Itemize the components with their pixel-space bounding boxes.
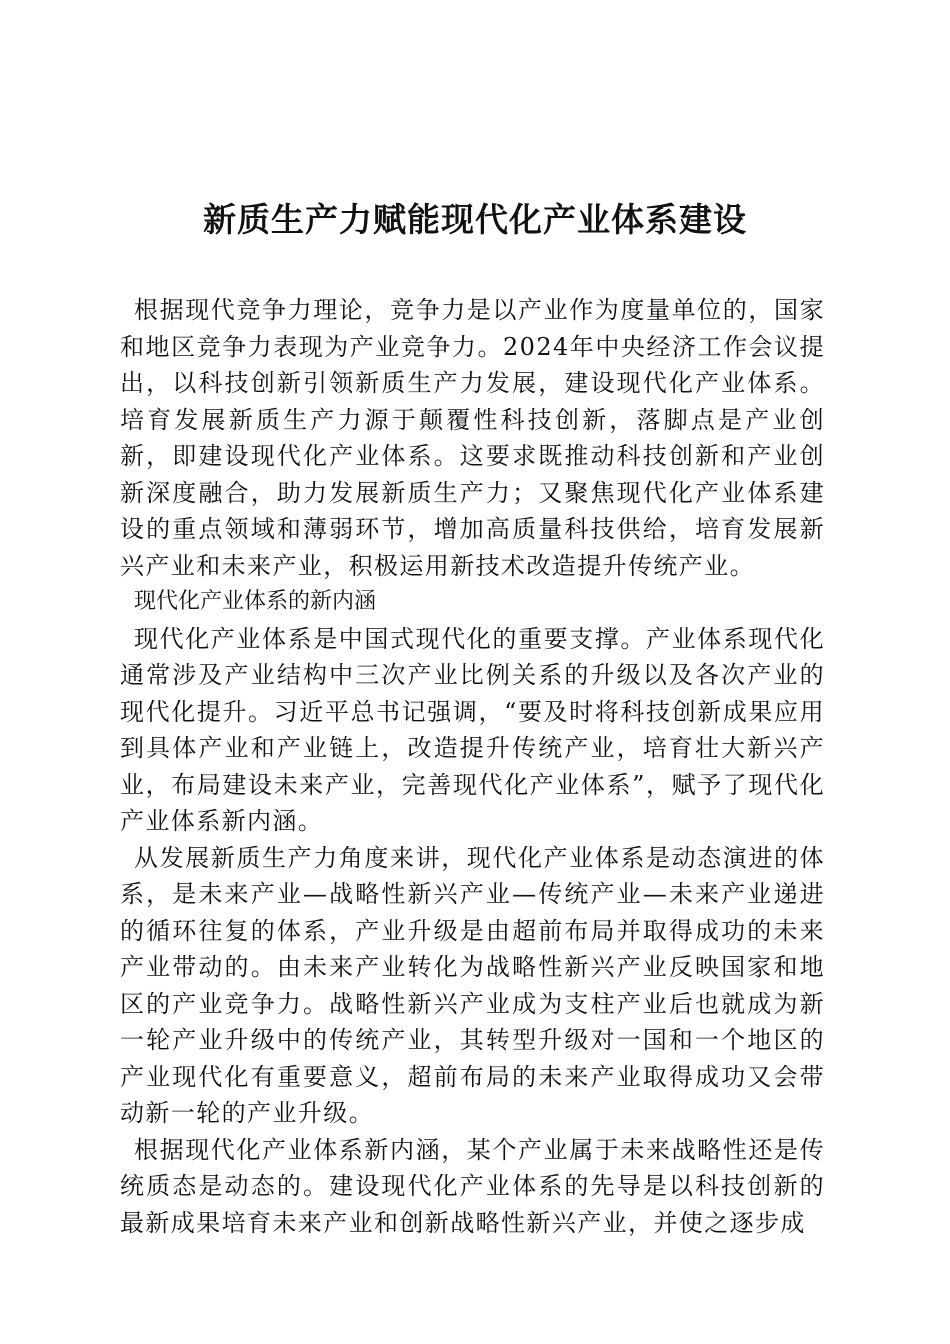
document-title: 新质生产力赋能现代化产业体系建设 xyxy=(203,200,747,239)
section-heading: 现代化产业体系的新内涵 xyxy=(134,589,377,614)
paragraph-dynamic-evolution: 从发展新质生产力角度来讲，现代化产业体系是动态演进的体系，是未来产业—战略性新兴产业—传统产业—未来产业递进的循环往复的体系，产业升级是由超前布局并取得成功的未来产业带动的。由未来产业转化为战略性新兴产业反映国家和地区的产业竞争力。战略性新兴产业成为支柱产业后也就成为新一轮产业升级中的传统产业，其转型升级对一国和一个地区的产业现代化有重要意义，超前布局的未来产业取得成功又会带动新一轮的产业升级。 xyxy=(120,843,825,1127)
paragraph-new-connotation: 现代化产业体系是中国式现代化的重要支撑。产业体系现代化通常涉及产业结构中三次产业比例关系的升级以及各次产业的现代化提升。习近平总书记强调，“要及时将科技创新成果应用到具体产业和产业链上，改造提升传统产业，培育壮大新兴产业，布局建设未来产业，完善现代化产业体系”，赋予了现代化产业体系新内涵。 xyxy=(120,624,825,835)
paragraph-pioneer: 根据现代化产业体系新内涵，某个产业属于未来战略性还是传统质态是动态的。建设现代化产业体系的先导是以科技创新的最新成果培育未来产业和创新战略性新兴产业，并使之逐步成 xyxy=(120,1135,825,1237)
paragraph-intro: 根据现代竞争力理论，竞争力是以产业作为度量单位的，国家和地区竞争力表现为产业竞争力。2024年中央经济工作会议提出，以科技创新引领新质生产力发展，建设现代化产业体系。培育发展新质生产力源于颠覆性科技创新，落脚点是产业创新，即建设现代化产业体系。这要求既推动科技创新和产业创新深度融合，助力发展新质生产力；又聚焦现代化产业体系建设的重点领域和薄弱环节，增加高质量科技供给，培育发展新兴产业和未来产业，积极运用新技术改造提升传统产业。 xyxy=(120,296,825,580)
document-body xyxy=(120,292,825,1241)
